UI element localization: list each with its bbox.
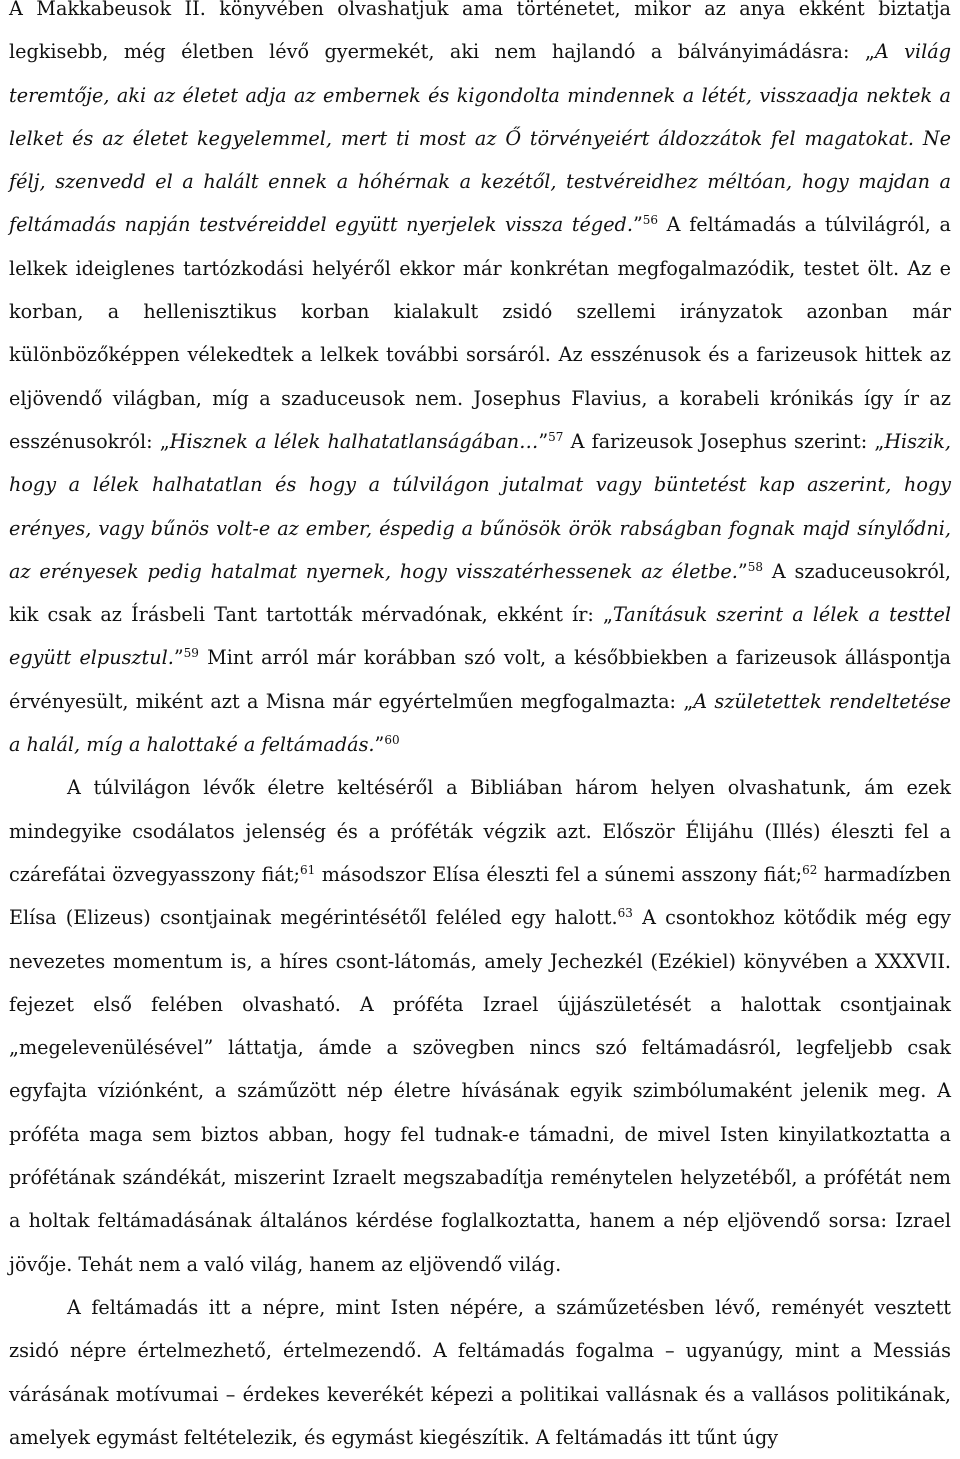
footnote-ref: 58 (747, 559, 763, 574)
text-run: A feltámadás a túlvilágról, a lelkek ideiglenes tartózkodási helyéről ekkor már konkrétan megfogalmazódik, testet ölt. Az e korban, a hellenisztikus korban kialakult zsidó szellemi irányzatok azonban már különbözőképpen vélekedtek a lelkek további sorsáról. Az esszénusok és a farizeusok hittek az eljövendő világban, míg a szaduceusok nem. Josephus Flavius, a korabeli krónikás így ír az esszénusokról: „ (9, 213, 951, 453)
text-run: ” (538, 429, 549, 453)
text-run: A farizeusok Josephus szerint: „ (563, 429, 885, 453)
footnote-ref: 57 (548, 429, 564, 444)
text-run: Mint arról már korábban szó volt, a későbbiekben a farizeusok álláspontja érvényesült, miként azt a Misna már egyértelműen megfogalmazta: „ (9, 646, 951, 713)
paragraph-bible-resurrections (9, 766, 951, 1286)
quotation: Hiszik, hogy a lélek halhatatlan és hogy a túlvilágon jutalmat vagy büntetést kap aszerint, hogy erényes, vagy bűnös volt-e az ember, éspedig a bűnösök örök rabságban fognak majd sínylődni, az erényesek pedig hatalmat nyernek, hogy visszatérhessenek az életbe. (9, 429, 952, 583)
text-run: A feltámadás itt a népre, mint Isten népére, a száműzetésben lévő, reményét vesztett zsidó népre értelmezhető, értelmezendő. A feltámadás fogalma – ugyanúgy, mint a Messiás várásának motívumai – érdekes keverékét képezi a politikai vallásnak és a vallásos politikának, amelyek egymást feltételezik, és egymást kiegészítik. A feltámadás itt tűnt úgy (9, 1295, 951, 1449)
quotation: A világ teremtője, aki az életet adja az embernek és kigondolta mindennek a létét, visszaadja nektek a lelket és az életet kegyelemmel, mert ti most az Ő törvényeiért áldozzátok fel magatokat. Ne félj, szenvedd el a halált ennek a hóhérnak a kezétől, testvéreidhez méltóan, hogy majdan a feltámadás napján testvéreiddel együtt nyerjelek vissza téged. (9, 40, 951, 237)
paragraph-resurrection-history (9, 0, 951, 766)
footnote-ref: 59 (183, 646, 199, 661)
paragraph-resurrection-people (9, 1286, 951, 1459)
quotation: Tanításuk szerint a lélek a testtel együtt elpusztul. (9, 603, 951, 670)
text-run: ” (374, 733, 385, 757)
text-run: ” (632, 213, 643, 237)
text-run: harmadízben Elísa (Elizeus) csontjainak megérintésétől feléled egy halott. (9, 862, 951, 930)
footnote-ref: 62 (802, 862, 818, 877)
quotation: Hisznek a lélek halhatatlanságában… (169, 429, 539, 453)
footnote-ref: 63 (617, 906, 633, 921)
footnote-ref: 60 (384, 733, 400, 748)
text-run: másodszor Elísa éleszti fel a súnemi asszony fiát; (315, 862, 803, 886)
text-run: ” (173, 646, 184, 670)
text-run: A csontokhoz kötődik még egy nevezetes momentum is, a híres csont-látomás, amely Jechezkél (Ezékiel) könyvében a XXXVII. fejezet első felében olvasható. A próféta Izrael újjászületését a halottak csontjainak „megelevenülésével” láttatja, ámde a szövegben nincs szó feltámadásról, legfeljebb csak egyfajta víziónként, a száműzött nép életre hívásának egyik szimbólumaként jelenik meg. A próféta maga sem biztos abban, hogy fel tudnak-e támadni, de mivel Isten kinyilatkoztatta a prófétának szándékát, miszerint Izraelt megszabadítja reménytelen helyzetéből, a prófétát nem a holtak feltámadásának általános kérdése foglalkoztatta, hanem a nép eljövendő sorsa: Izrael jövője. Tehát nem a való világ, hanem az eljövendő világ. (9, 906, 952, 1276)
footnote-ref: 56 (642, 213, 659, 228)
footnote-ref: 61 (300, 862, 316, 877)
text-run: A túlvilágon lévők életre keltéséről a Bibliában három helyen olvashatunk, ám ezek mindegyike csodálatos jelenség és a próféták végzik azt. Először Élijáhu (Illés) éleszti fel a czárefátai özvegyasszony fiát; (9, 776, 951, 886)
text-run: A szaduceusokról, kik csak az Írásbeli Tant tartották mérvadónak, ekként ír: „ (9, 559, 951, 627)
text-run: A Makkabeusok II. könyvében olvashatjuk ama történetet, mikor az anya ekként biztatja legkisebb, még életben lévő gyermekét, aki nem hajlandó a bálványimádásra: „ (9, 0, 951, 64)
text-run: ” (737, 559, 748, 583)
quotation: A születettek rendeltetése a halál, míg a halottaké a feltámadás. (9, 689, 951, 757)
